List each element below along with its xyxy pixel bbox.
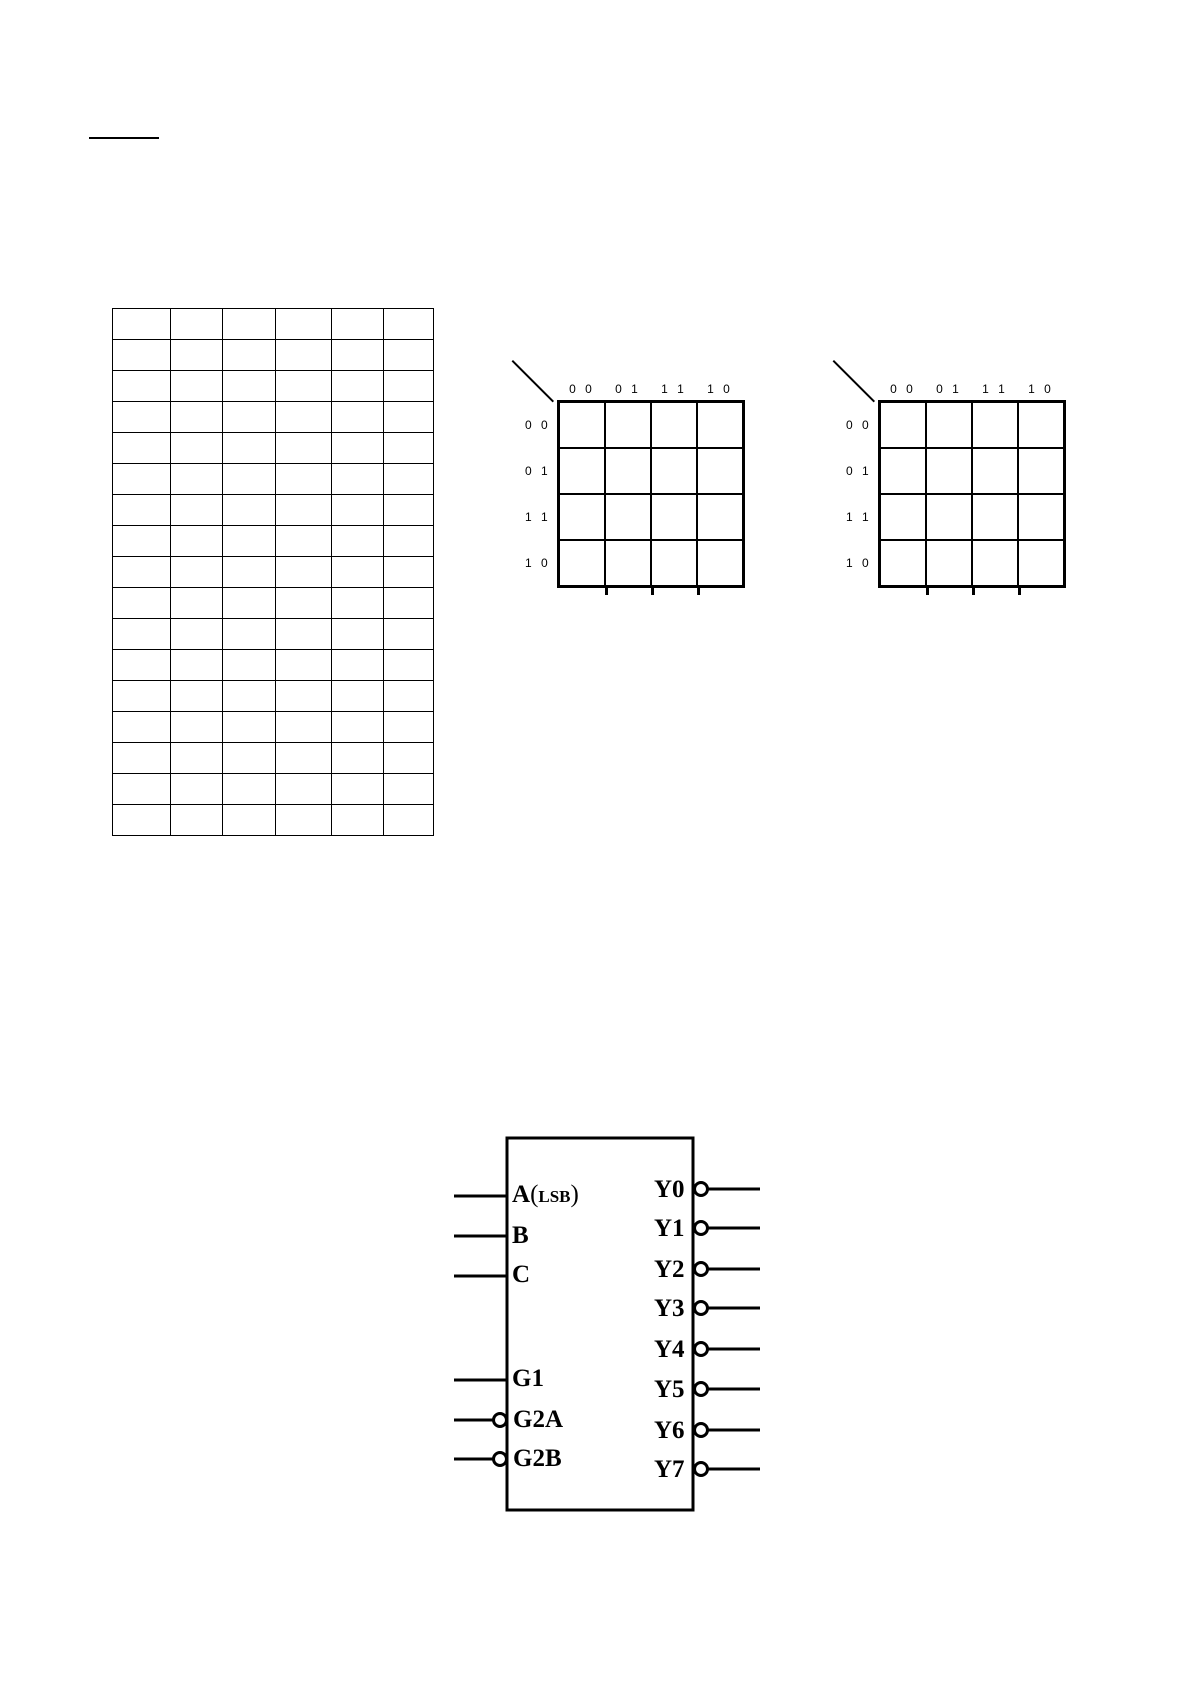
truth-table-cell <box>332 774 384 805</box>
truth-table-cell <box>384 743 434 774</box>
kmap-row-label: 0 1 <box>846 464 872 478</box>
kmap-col-label: 1 0 <box>707 382 733 396</box>
truth-table-row <box>113 619 434 650</box>
truth-table-cell <box>113 743 171 774</box>
truth-table-cell <box>332 309 384 340</box>
truth-table-row <box>113 371 434 402</box>
kmap-cell <box>697 540 744 587</box>
truth-table-cell <box>113 619 171 650</box>
kmap-col-label: 0 0 <box>890 382 916 396</box>
truth-table-cell <box>113 340 171 371</box>
truth-table-cell <box>171 433 223 464</box>
kmap-cell <box>880 494 927 540</box>
truth-table-cell <box>384 340 434 371</box>
truth-table-cell <box>276 371 332 402</box>
truth-table-cell <box>223 464 276 495</box>
truth-table-cell <box>223 402 276 433</box>
truth-table-cell <box>332 805 384 836</box>
truth-table-cell <box>171 464 223 495</box>
truth-table-cell <box>276 526 332 557</box>
output-y6 <box>695 1424 761 1437</box>
truth-table-cell <box>332 743 384 774</box>
truth-table-cell <box>384 402 434 433</box>
output-y2 <box>695 1263 761 1276</box>
pin-label-c: C <box>512 1261 531 1288</box>
truth-table-row <box>113 650 434 681</box>
truth-table-cell <box>276 588 332 619</box>
truth-table-cell <box>332 650 384 681</box>
truth-table-row <box>113 433 434 464</box>
kmap-cell <box>651 402 697 449</box>
output-y1 <box>695 1222 761 1235</box>
pin-label-g2a: G2A <box>513 1406 563 1433</box>
truth-table-cell <box>384 650 434 681</box>
pin-label-a: A(LSB) <box>512 1181 579 1208</box>
truth-table-cell <box>113 495 171 526</box>
truth-table-cell <box>276 557 332 588</box>
truth-table-cell <box>223 526 276 557</box>
pin-label-y1: Y1 <box>654 1215 685 1242</box>
kmap-tick <box>926 587 929 595</box>
truth-table-cell <box>276 712 332 743</box>
truth-table-cell <box>113 309 171 340</box>
kmap-row <box>559 540 744 587</box>
kmap-cell <box>972 448 1018 494</box>
truth-table-cell <box>276 340 332 371</box>
kmap-cell <box>1018 540 1065 587</box>
kmap-cell <box>972 402 1018 449</box>
kmap-row-label: 0 1 <box>525 464 551 478</box>
kmap-col-label: 0 1 <box>936 382 962 396</box>
truth-table-cell <box>384 433 434 464</box>
kmap-cell <box>1018 448 1065 494</box>
kmap-corner-diagonal <box>512 360 554 402</box>
truth-table-cell <box>332 371 384 402</box>
truth-table-cell <box>384 309 434 340</box>
truth-table-cell <box>223 309 276 340</box>
kmap-cell <box>697 448 744 494</box>
truth-table-cell <box>332 588 384 619</box>
truth-table-cell <box>113 557 171 588</box>
kmap-tick <box>697 587 700 595</box>
inversion-bubble-g2a <box>494 1414 507 1427</box>
pin-label-y2: Y2 <box>654 1256 685 1283</box>
inversion-bubble-g2b <box>494 1453 507 1466</box>
truth-table-cell <box>384 619 434 650</box>
truth-table-cell <box>171 526 223 557</box>
pin-label-y6: Y6 <box>654 1417 685 1444</box>
truth-table-cell <box>171 619 223 650</box>
truth-table-cell <box>332 495 384 526</box>
truth-table-cell <box>384 681 434 712</box>
truth-table-cell <box>332 712 384 743</box>
karnaugh-map-left <box>515 360 795 620</box>
truth-table-cell <box>332 340 384 371</box>
kmap-cell <box>880 402 927 449</box>
kmap-row-label: 1 0 <box>846 556 872 570</box>
truth-table-cell <box>171 712 223 743</box>
truth-table-cell <box>171 650 223 681</box>
truth-table-cell <box>171 805 223 836</box>
kmap-cell <box>926 540 972 587</box>
truth-table-cell <box>332 402 384 433</box>
kmap-grid <box>878 400 1066 588</box>
kmap-cell <box>697 402 744 449</box>
truth-table-row <box>113 495 434 526</box>
truth-table-cell <box>384 588 434 619</box>
kmap-cell <box>651 540 697 587</box>
truth-table-cell <box>384 371 434 402</box>
truth-table-cell <box>332 464 384 495</box>
kmap-col-label: 1 0 <box>1028 382 1054 396</box>
kmap-row-label: 0 0 <box>525 418 551 432</box>
kmap-row <box>880 540 1065 587</box>
truth-table-cell <box>113 588 171 619</box>
truth-table-cell <box>384 805 434 836</box>
truth-table-cell <box>332 619 384 650</box>
kmap-row-label: 1 1 <box>846 510 872 524</box>
truth-table-row <box>113 464 434 495</box>
truth-table-cell <box>276 650 332 681</box>
kmap-cell <box>559 494 606 540</box>
decoder-block <box>440 1130 780 1520</box>
truth-table-cell <box>113 774 171 805</box>
truth-table-cell <box>223 588 276 619</box>
kmap-cell <box>651 448 697 494</box>
truth-table-row <box>113 402 434 433</box>
output-y5 <box>695 1383 761 1396</box>
kmap-cell <box>1018 402 1065 449</box>
truth-table-cell <box>171 309 223 340</box>
decoder-wiring <box>440 1130 780 1520</box>
truth-table <box>112 308 434 836</box>
truth-table-cell <box>384 557 434 588</box>
kmap-cell <box>1018 494 1065 540</box>
kmap-col-label: 0 1 <box>615 382 641 396</box>
pin-label-y4: Y4 <box>654 1336 685 1363</box>
kmap-row <box>559 494 744 540</box>
kmap-row <box>880 494 1065 540</box>
kmap-cell <box>926 494 972 540</box>
truth-table-cell <box>113 681 171 712</box>
kmap-cell <box>926 448 972 494</box>
kmap-cell <box>559 448 606 494</box>
truth-table-cell <box>223 495 276 526</box>
kmap-cell <box>605 494 651 540</box>
truth-table-cell <box>223 743 276 774</box>
truth-table-cell <box>223 805 276 836</box>
karnaugh-map-right <box>836 360 1116 620</box>
truth-table-cell <box>171 743 223 774</box>
truth-table-cell <box>223 712 276 743</box>
kmap-row <box>880 402 1065 449</box>
kmap-row-label: 1 0 <box>525 556 551 570</box>
truth-table-cell <box>384 526 434 557</box>
pin-label-g1: G1 <box>512 1365 544 1392</box>
truth-table-row <box>113 681 434 712</box>
kmap-cell <box>559 540 606 587</box>
truth-table-cell <box>384 712 434 743</box>
output-y3 <box>695 1302 761 1315</box>
truth-table-cell <box>276 402 332 433</box>
truth-table-cell <box>384 774 434 805</box>
truth-table-cell <box>332 681 384 712</box>
truth-table-cell <box>223 433 276 464</box>
truth-table-cell <box>113 402 171 433</box>
kmap-cell <box>605 402 651 449</box>
kmap-col-label: 0 0 <box>569 382 595 396</box>
kmap-row <box>880 448 1065 494</box>
kmap-cell <box>972 540 1018 587</box>
truth-table-cell <box>276 619 332 650</box>
kmap-tick <box>1018 587 1021 595</box>
kmap-row-label: 0 0 <box>846 418 872 432</box>
kmap-tick <box>605 587 608 595</box>
truth-table-cell <box>113 371 171 402</box>
truth-table-cell <box>171 371 223 402</box>
kmap-col-label: 1 1 <box>661 382 687 396</box>
kmap-cell <box>651 494 697 540</box>
truth-table-row <box>113 588 434 619</box>
truth-table-cell <box>171 774 223 805</box>
kmap-cell <box>880 540 927 587</box>
truth-table-cell <box>276 805 332 836</box>
kmap-cell <box>926 402 972 449</box>
truth-table-row <box>113 526 434 557</box>
truth-table-cell <box>113 805 171 836</box>
truth-table-cell <box>113 650 171 681</box>
pin-label-y0: Y0 <box>654 1176 685 1203</box>
pin-label-y7: Y7 <box>654 1456 685 1483</box>
pin-label-y3: Y3 <box>654 1295 685 1322</box>
kmap-grid <box>557 400 745 588</box>
output-y7 <box>695 1463 761 1476</box>
truth-table-cell <box>113 464 171 495</box>
truth-table-cell <box>332 557 384 588</box>
truth-table-row <box>113 712 434 743</box>
truth-table-cell <box>276 495 332 526</box>
kmap-row-label: 1 1 <box>525 510 551 524</box>
truth-table-cell <box>276 309 332 340</box>
kmap-cell <box>880 448 927 494</box>
truth-table-cell <box>171 402 223 433</box>
truth-table-cell <box>113 433 171 464</box>
truth-table-cell <box>223 557 276 588</box>
truth-table-cell <box>171 681 223 712</box>
truth-table-row <box>113 743 434 774</box>
truth-table-cell <box>223 650 276 681</box>
output-y0 <box>695 1183 761 1196</box>
kmap-tick <box>972 587 975 595</box>
truth-table-cell <box>171 557 223 588</box>
kmap-row <box>559 448 744 494</box>
truth-table-cell <box>223 774 276 805</box>
truth-table-cell <box>113 712 171 743</box>
truth-table-cell <box>276 464 332 495</box>
truth-table-cell <box>223 340 276 371</box>
pin-label-y5: Y5 <box>654 1376 685 1403</box>
truth-table-cell <box>171 495 223 526</box>
truth-table-cell <box>223 619 276 650</box>
truth-table-cell <box>113 526 171 557</box>
truth-table-row <box>113 309 434 340</box>
truth-table-cell <box>171 588 223 619</box>
kmap-cell <box>559 402 606 449</box>
truth-table-cell <box>332 526 384 557</box>
title-underline <box>89 137 159 139</box>
kmap-col-label: 1 1 <box>982 382 1008 396</box>
truth-table-row <box>113 774 434 805</box>
truth-table-cell <box>276 681 332 712</box>
truth-table-cell <box>276 774 332 805</box>
truth-table-cell <box>276 743 332 774</box>
truth-table-cell <box>223 371 276 402</box>
pin-label-b: B <box>512 1222 529 1249</box>
output-y4 <box>695 1343 761 1356</box>
kmap-cell <box>697 494 744 540</box>
truth-table-cell <box>384 495 434 526</box>
kmap-cell <box>972 494 1018 540</box>
kmap-row <box>559 402 744 449</box>
truth-table-row <box>113 340 434 371</box>
truth-table-cell <box>332 433 384 464</box>
kmap-corner-diagonal <box>833 360 875 402</box>
truth-table-cell <box>384 464 434 495</box>
kmap-cell <box>605 448 651 494</box>
truth-table-cell <box>171 340 223 371</box>
truth-table-row <box>113 557 434 588</box>
kmap-tick <box>651 587 654 595</box>
truth-table-cell <box>276 433 332 464</box>
truth-table-row <box>113 805 434 836</box>
truth-table-cell <box>223 681 276 712</box>
kmap-cell <box>605 540 651 587</box>
pin-label-g2b: G2B <box>513 1445 562 1472</box>
